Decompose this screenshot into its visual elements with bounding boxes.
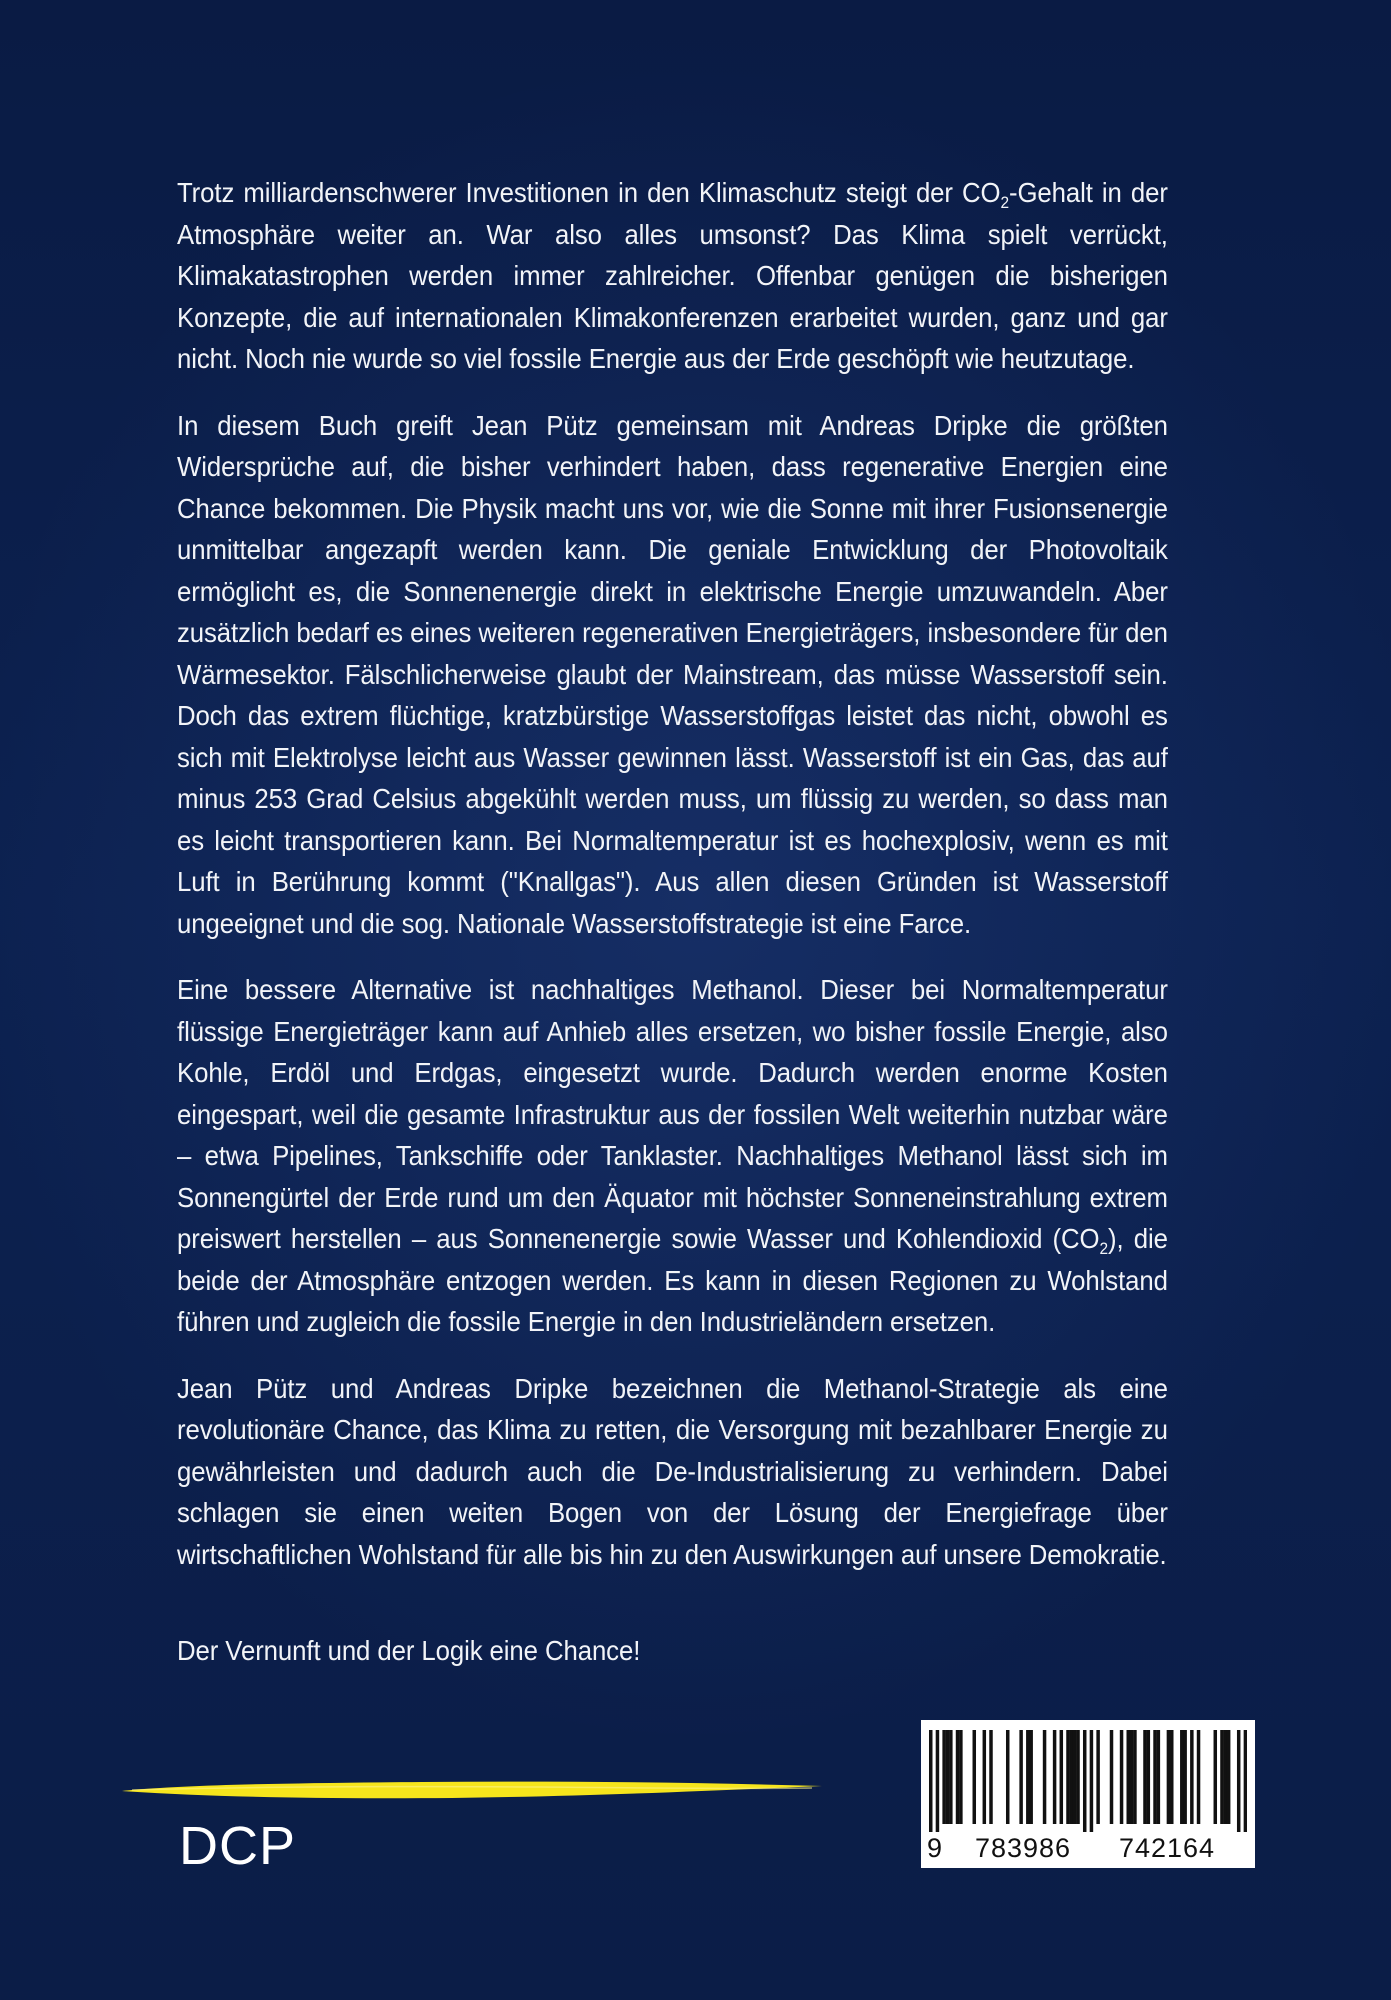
barcode-bar (1073, 1730, 1076, 1824)
barcode-bar (1096, 1730, 1099, 1824)
blurb-text (177, 172, 1168, 1697)
barcode-bar (942, 1730, 945, 1824)
barcode-bar (1026, 1730, 1029, 1824)
paragraph-3-part-b: ), die beide der Atmosphäre entzogen werden. Es kann in diesen Regionen zu Wohlstand führen und zugleich die fossile Energie in den Industrieländern ersetzen. (177, 1223, 1168, 1337)
barcode-bar (959, 1730, 962, 1824)
yellow-brush-stroke (122, 1777, 822, 1803)
subscript-2: 2 (1000, 192, 1009, 212)
barcode-bar (1143, 1730, 1146, 1824)
barcode-bar (1197, 1730, 1200, 1824)
barcode-bar (1110, 1730, 1113, 1824)
barcode-lead-digit: 9 (927, 1833, 943, 1863)
isbn-barcode (921, 1720, 1255, 1868)
barcode-right-digits: 742164 (1118, 1833, 1216, 1863)
barcode-bar (929, 1730, 932, 1832)
paragraph-1-part-b: -Gehalt in der Atmosphäre weiter an. War also alles umsonst? Das Klima spielt verrückt, Klimakatastrophen werden immer zahlreicher. Offenbar genügen die bisherigen Konzepte, die auf internationalen Klimakonferenzen erarbeitet wurden, ganz und gar nicht. Noch nie wurde so viel fossile Energie aus der Erde geschöpft wie heutzutage. (177, 177, 1168, 374)
barcode-bar (1060, 1730, 1063, 1824)
barcode-bar (1224, 1730, 1227, 1824)
barcode-bar (1029, 1730, 1032, 1824)
barcode-bar (946, 1730, 949, 1824)
barcode-bar (1006, 1730, 1009, 1824)
barcode-bar (1153, 1730, 1156, 1824)
barcode-bar (1157, 1730, 1160, 1824)
barcode-bar (1083, 1730, 1086, 1832)
barcode-bar (1133, 1730, 1136, 1824)
barcode-bar (1076, 1730, 1079, 1824)
barcode-bar (1019, 1730, 1022, 1824)
barcode-bar (1244, 1730, 1247, 1832)
barcode-bar (983, 1730, 986, 1824)
tagline: Der Vernunft und der Logik eine Chance! (177, 1635, 641, 1666)
barcode-bar (1126, 1730, 1129, 1824)
barcode-bar (1090, 1730, 1093, 1832)
barcode-bar (1070, 1730, 1073, 1824)
barcode-bar (1180, 1730, 1183, 1824)
barcode-bar (1227, 1730, 1230, 1824)
barcode-bar (1214, 1730, 1217, 1824)
paragraph-4: Jean Pütz und Andreas Dripke bezeichnen die Methanol-Strategie als eine revolutionäre Chance, das Klima zu retten, die Versorgung mit bezahlbarer Energie zu gewährleisten und dadurch auch die De-Industrialisierung zu verhindern. Dabei schlagen sie einen weiten Bogen von der Lösung der Energiefrage über wirtschaftlichen Wohlstand für alle bis hin zu den Auswirkungen auf unsere Demokratie. (177, 1372, 1168, 1570)
barcode-bar (989, 1730, 992, 1824)
barcode-bar (1183, 1730, 1186, 1824)
barcode-bar (1066, 1730, 1069, 1824)
barcode-bar (1170, 1730, 1173, 1824)
barcode-bar (1053, 1730, 1056, 1824)
barcode-bar (973, 1730, 976, 1824)
subscript-2: 2 (1099, 1238, 1108, 1258)
barcode-bar (1130, 1730, 1133, 1824)
paragraph-1-part-a: Trotz milliardenschwerer Investitionen in den Klimaschutz steigt der CO (177, 177, 1001, 208)
barcode-bar (1120, 1730, 1123, 1824)
barcode-bar (1167, 1730, 1170, 1824)
barcode-bar (1147, 1730, 1150, 1824)
barcode-bar (1190, 1730, 1193, 1824)
paragraph-2: In diesem Buch greift Jean Pütz gemeinsam mit Andreas Dripke die größten Widersprüche auf, die bisher verhindert haben, dass regenerative Energien eine Chance bekommen. Die Physik macht uns vor, wie die Sonne mit ihrer Fusionsenergie unmittelbar angezapft werden kann. Die geniale Entwicklung der Photovoltaik ermöglicht es, die Sonnenenergie direkt in elektrische Energie umzuwandeln. Aber zusätzlich bedarf es eines weiteren regenerativen Energieträgers, insbesondere für den Wärmesektor. Fälschlicherweise glaubt der Mainstream, das müsse Wasserstoff sein. Doch das extrem flüchtige, kratzbürstige Wasserstoffgas leistet das nicht, obwohl es sich mit Elektrolyse leicht aus Wasser gewinnen lässt. Wasserstoff ist ein Gas, das auf minus 253 Grad Celsius abgekühlt werden muss, um flüssig zu werden, so dass man es leicht transportieren kann. Bei Normaltemperatur ist es hochexplosiv, wenn es mit Luft in Berührung kommt ("Knallgas"). Aus allen diesen Gründen ist Wasserstoff ungeeignet und die sog. Nationale Wasserstoffstrategie ist eine Farce. (177, 409, 1168, 939)
publisher-logo: DCP (179, 1816, 297, 1876)
barcode-bar (1043, 1730, 1046, 1824)
barcode-bar (1237, 1730, 1240, 1832)
barcode-bar (956, 1730, 959, 1824)
barcode-bar (1220, 1730, 1223, 1824)
barcode-bars (929, 1730, 1247, 1832)
paragraph-3 (177, 969, 1168, 1343)
paragraph-3-part-a: Eine bessere Alternative ist nachhaltiges Methanol. Dieser bei Normaltemperatur flüssige Energieträger kann auf Anhieb alles ersetzen, wo bisher fossile Energie, also Kohle, Erdöl und Erdgas, eingesetzt wurde. Dadurch werden enorme Kosten eingespart, weil die gesamte Infrastruktur aus der fossilen Welt weiterhin nutzbar wäre – etwa Pipelines, Tankschiffe oder Tanklaster. Nachhaltiges Methanol lässt sich im Sonnengürtel der Erde rund um den Äquator mit höchster Sonneneinstrahlung extrem preiswert herstellen – aus Sonnenenergie sowie Wasser und Kohlendioxid (CO (177, 974, 1168, 1254)
barcode-left-digits: 783986 (974, 1833, 1072, 1863)
barcode-bar (936, 1730, 939, 1832)
barcode-bar (949, 1730, 952, 1824)
paragraph-1 (177, 172, 1168, 380)
